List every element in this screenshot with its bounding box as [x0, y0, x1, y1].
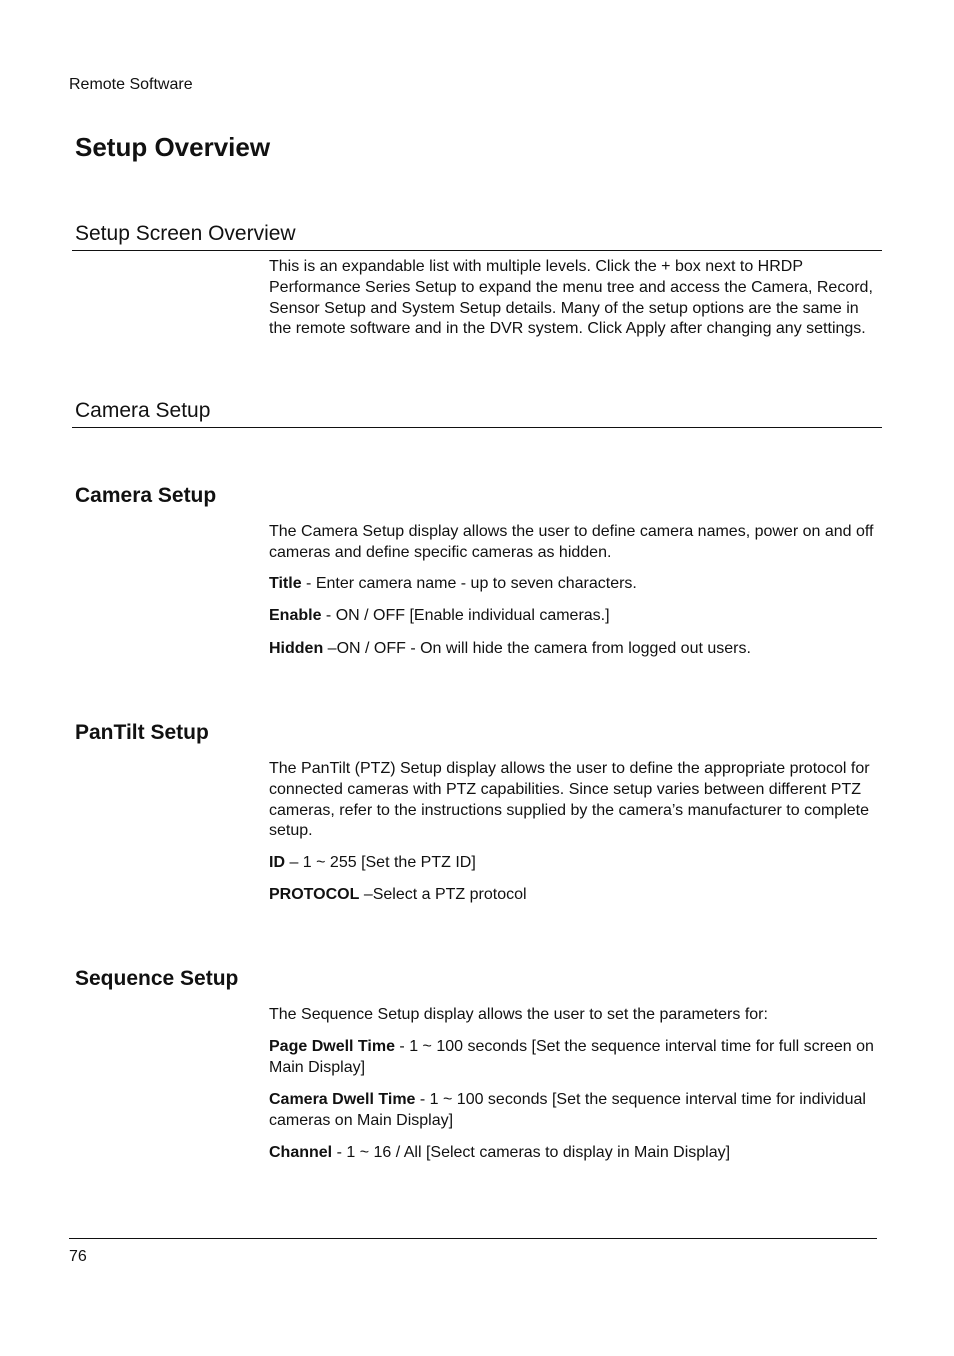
sequence-setup-item-page-dwell — [269, 1037, 881, 1079]
camera-setup-intro: The Camera Setup display allows the user to define camera names, power on and off cameras and define specific cameras as hidden. — [269, 523, 874, 561]
item-desc: - ON / OFF [Enable individual cameras.] — [321, 607, 610, 624]
section-rule — [72, 250, 882, 251]
item-desc: - 1 ~ 100 seconds [Set the sequence interval time for individual cameras on Main Display] — [269, 1091, 866, 1129]
item-term: Enable — [269, 607, 322, 624]
camera-setup-item-enable — [269, 606, 881, 627]
page-title: Setup Overview — [75, 132, 271, 162]
screen-overview-body: This is an expandable list with multiple levels. Click the + box next to HRDP Performance Series Setup to expand the menu tree and access the Camera, Record, Sensor Setup and System Setup details. Many of the setup options are the same in the remote software and in the DVR system. Click Apply after changing any settings. — [269, 258, 873, 338]
sequence-setup-intro: The Sequence Setup display allows the user to set the parameters for: — [269, 1006, 768, 1023]
section-rule — [72, 427, 882, 428]
item-term: Title — [269, 575, 302, 592]
page-number: 76 — [69, 1248, 87, 1265]
item-term: Page Dwell Time — [269, 1038, 395, 1055]
item-desc: - 1 ~ 100 seconds [Set the sequence interval time for full screen on Main Display] — [269, 1038, 874, 1076]
pantilt-setup-item-protocol — [269, 885, 881, 906]
subheading-sequence-setup: Sequence Setup — [75, 967, 239, 990]
sequence-setup-item-channel — [269, 1143, 881, 1164]
item-term: Channel — [269, 1144, 333, 1161]
subheading-camera-setup: Camera Setup — [75, 484, 217, 507]
pantilt-setup-item-id — [269, 853, 881, 874]
pantilt-setup-intro: The PanTilt (PTZ) Setup display allows the user to define the appropriate protocol for connected cameras with PTZ capabilities. Since setup varies between different PTZ cameras, refer to the instructions supplied by the camera’s manufacturer to complete setup. — [269, 760, 870, 840]
sequence-setup-item-camera-dwell — [269, 1090, 881, 1132]
subheading-pantilt-setup: PanTilt Setup — [75, 721, 209, 744]
item-desc: – 1 ~ 255 [Set the PTZ ID] — [285, 854, 476, 871]
item-term: ID — [269, 854, 285, 871]
camera-setup-item-title — [269, 574, 881, 595]
item-desc: –Select a PTZ protocol — [359, 886, 527, 903]
item-desc: - Enter camera name - up to seven characters. — [301, 575, 637, 592]
section-heading-camera: Camera Setup — [75, 399, 211, 422]
item-term: PROTOCOL — [269, 886, 360, 903]
item-term: Camera Dwell Time — [269, 1091, 416, 1108]
item-term: Hidden — [269, 640, 324, 657]
item-desc: - 1 ~ 16 / All [Select cameras to display in Main Display] — [332, 1144, 731, 1161]
section-heading-screen-overview: Setup Screen Overview — [75, 222, 296, 245]
camera-setup-item-hidden — [269, 639, 881, 660]
running-header: Remote Software — [69, 76, 193, 93]
item-desc: –ON / OFF - On will hide the camera from logged out users. — [323, 640, 751, 657]
footer-rule — [69, 1238, 877, 1239]
